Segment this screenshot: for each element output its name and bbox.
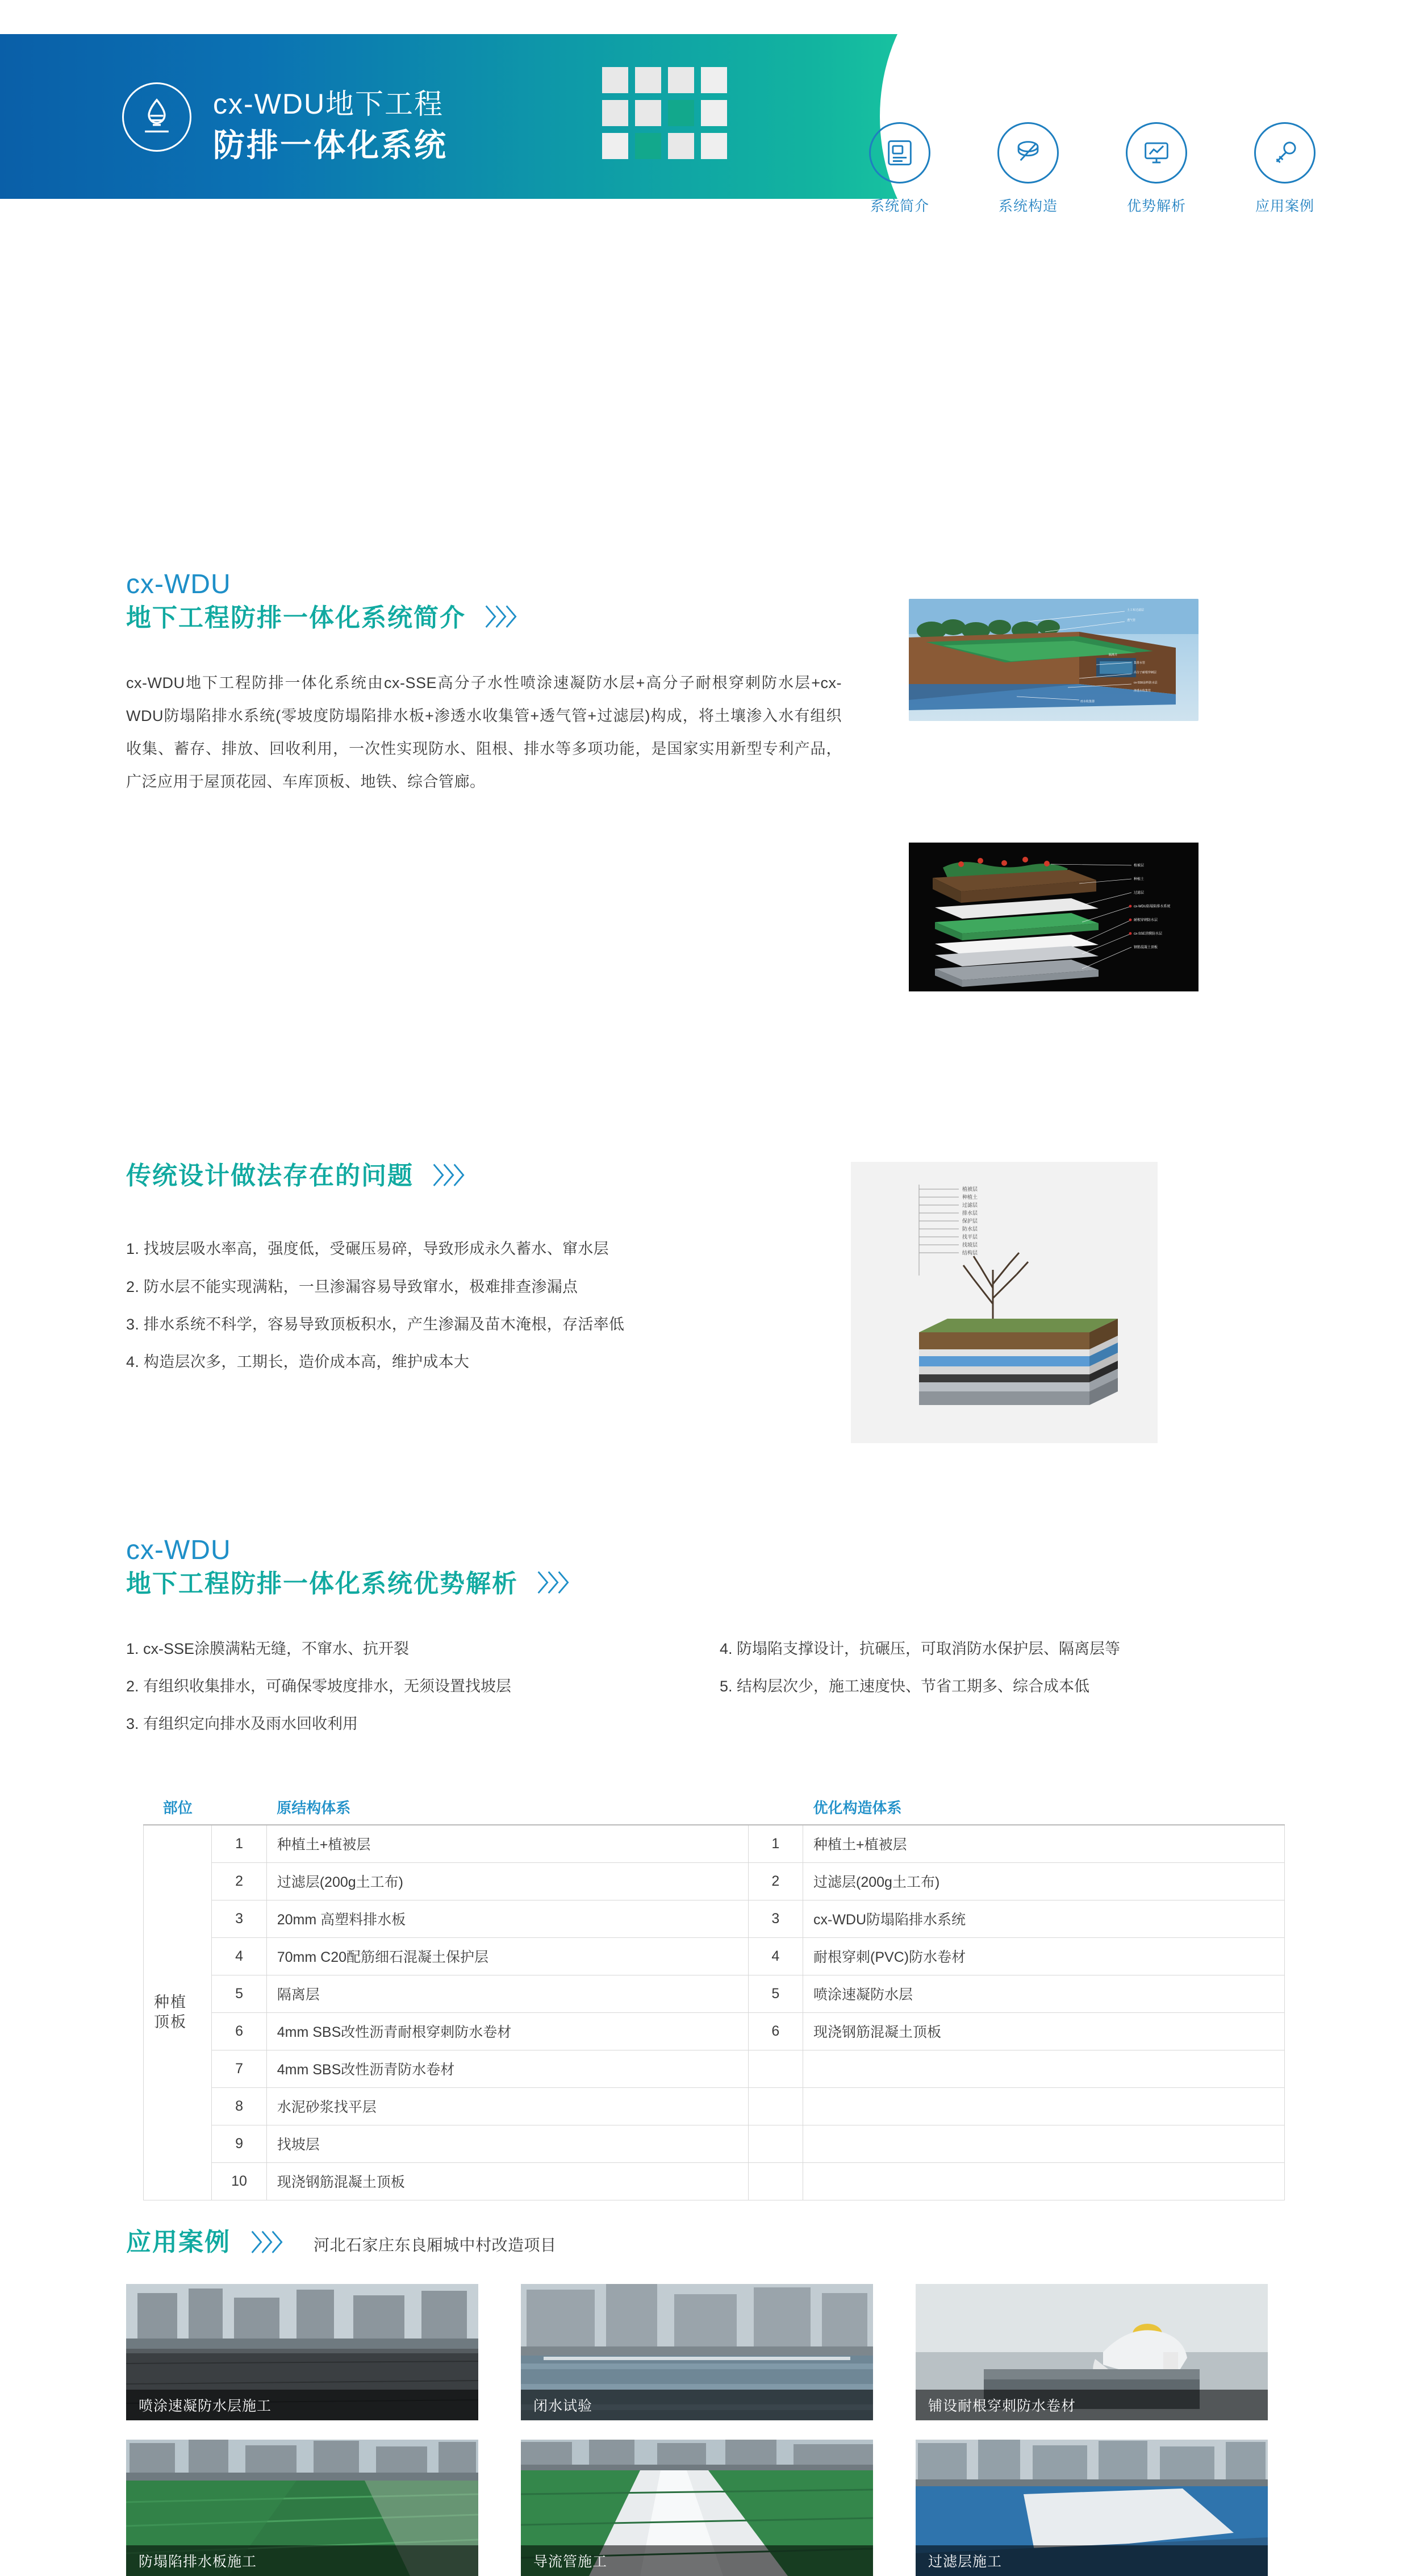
- header-nav[interactable]: [857, 122, 1327, 215]
- section-advantage-title-cn-row: [126, 1567, 1313, 1600]
- advantage-item: 2. 有组织收集排水，可确保零坡度排水，无须设置找坡层: [126, 1678, 512, 1695]
- new-text: cx-WDU防塌陷排水系统: [803, 1900, 1285, 1937]
- case-caption-1: 喷涂速凝防水层施工: [126, 2390, 478, 2420]
- case-photo-5: [521, 2440, 873, 2576]
- advantage-item: 4. 防塌陷支撑设计，抗碾压，可取消防水保护层、隔离层等: [720, 1640, 1121, 1657]
- svg-text:排水层: 排水层: [962, 1210, 978, 1216]
- svg-text:种植土: 种植土: [962, 1194, 978, 1200]
- problem-item: 4. 构造层次多，工期长，造价成本高，维护成本大: [126, 1353, 470, 1370]
- svg-text:种植土: 种植土: [1134, 878, 1145, 881]
- case-caption-5: 导流管施工: [521, 2545, 873, 2576]
- old-text: 种植土+植被层: [266, 1825, 748, 1862]
- table-row: [144, 1862, 1285, 1900]
- cases-header: [126, 2221, 1313, 2258]
- old-no: 6: [212, 2012, 266, 2050]
- header-title-group: [213, 86, 448, 165]
- section-intro-title-cn: 地下工程防排一体化系统简介: [126, 603, 466, 632]
- old-no: 8: [212, 2087, 266, 2125]
- new-text: 喷涂速凝防水层: [803, 1975, 1285, 2012]
- layers-structure-icon: [997, 122, 1059, 184]
- intro-diagram-layers: [909, 843, 1199, 991]
- table-row: [144, 2087, 1285, 2125]
- old-no: 1: [212, 1825, 266, 1862]
- svg-text:土工布过滤层: 土工布过滤层: [1127, 608, 1145, 612]
- new-no: 4: [748, 1937, 803, 1975]
- old-text: 水泥砂浆找平层: [266, 2087, 748, 2125]
- new-text: 耐根穿刺(PVC)防水卷材: [803, 1937, 1285, 1975]
- case-photo-6: [916, 2440, 1268, 2576]
- section-problems-title-row: [126, 1159, 819, 1193]
- old-no: 2: [212, 1862, 266, 1900]
- svg-text:防水层: 防水层: [962, 1226, 978, 1232]
- table-head: [144, 1790, 1285, 1825]
- new-text: 种植土+植被层: [803, 1825, 1285, 1862]
- section-advantage-title-cn: 地下工程防排一体化系统优势解析: [126, 1569, 518, 1598]
- header-title-cn: 防排一体化系统: [213, 127, 448, 163]
- section-cases: [126, 2221, 1313, 2258]
- table-row: [144, 1975, 1285, 2012]
- new-text: [803, 2125, 1285, 2162]
- case-photo-1: [126, 2284, 478, 2420]
- page-header: [0, 0, 1424, 239]
- new-no: [748, 2125, 803, 2162]
- problem-item: 3. 排水系统不科学，容易导致顶板积水，产生渗漏及苗木淹根，存活率低: [126, 1315, 625, 1333]
- section-advantage: [126, 1534, 1313, 1743]
- new-text: 过滤层(200g土工布): [803, 1862, 1285, 1900]
- section-intro-body: cx-WDU地下工程防排一体化系统由cx-SSE高分子水性喷涂速凝防水层+高分子耐根穿刺防水层+cx-WDU防塌陷排水系统(零坡度防塌陷排水板+渗透水收集管+透气管+过滤层)构成，将土壤渗入水有组织收集、蓄存、排放、回收利用，一次性实现防水、阻根、排水等多项功能，是国家实用新型专利产品，广泛应用于屋顶花园、车库顶板、地铁、综合管廊。: [126, 674, 842, 791]
- table-part-cell: 种植顶板: [144, 1825, 212, 2200]
- table-body: [144, 1825, 1285, 2200]
- problem-item: 1. 找坡层吸水率高，强度低，受碾压易碎，导致形成永久蓄水、窜水层: [126, 1240, 609, 1258]
- structure-comparison-table: [143, 1790, 1285, 2200]
- th-new-no: [748, 1790, 803, 1825]
- svg-text:钢筋混凝土顶板: 钢筋混凝土顶板: [1134, 946, 1158, 949]
- th-new: 优化构造体系: [803, 1790, 1285, 1825]
- old-no: 5: [212, 1975, 266, 2012]
- svg-text:耐根穿刺防水层: 耐根穿刺防水层: [1134, 919, 1158, 922]
- advantage-columns: [126, 1630, 1313, 1743]
- case-caption-4: 防塌陷排水板施工: [126, 2545, 478, 2576]
- table-row: [144, 1900, 1285, 1937]
- advantage-item: 3. 有组织定向排水及雨水回收利用: [126, 1715, 358, 1733]
- case-photo-2: [521, 2284, 873, 2420]
- new-no: 1: [748, 1825, 803, 1862]
- advantage-item: 5. 结构层次少，施工速度快、节省工期多、综合成本低: [720, 1678, 1090, 1695]
- svg-text:找平层: 找平层: [962, 1234, 978, 1240]
- svg-text:cx-SSE涂料防水层: cx-SSE涂料防水层: [1134, 681, 1158, 685]
- svg-text:植被层: 植被层: [962, 1186, 978, 1192]
- old-text: 找坡层: [266, 2125, 748, 2162]
- old-text: 过滤层(200g土工布): [266, 1862, 748, 1900]
- water-drain-emblem-icon: [122, 82, 191, 152]
- svg-text:植被层: 植被层: [1134, 864, 1145, 868]
- nav-label-intro: 系统简介: [870, 198, 929, 214]
- svg-text:cx-WDU防塌陷排水系统: cx-WDU防塌陷排水系统: [1134, 905, 1171, 908]
- table-row: [144, 2050, 1285, 2087]
- intro-diagram-3d: [909, 599, 1199, 721]
- table-header-row: [144, 1790, 1285, 1825]
- case-photo-4: [126, 2440, 478, 2576]
- table-row: [144, 2125, 1285, 2162]
- page-body: [0, 239, 1424, 2570]
- cases-gallery: [126, 2284, 1302, 2576]
- nav-label-cases: 应用案例: [1255, 198, 1314, 214]
- svg-text:保护层: 保护层: [962, 1218, 978, 1224]
- section-intro: [126, 568, 842, 798]
- problems-section-diagram: [851, 1162, 1158, 1443]
- table-row: [144, 2162, 1285, 2200]
- new-no: 6: [748, 2012, 803, 2050]
- old-no: 9: [212, 2125, 266, 2162]
- th-old-no: [212, 1790, 266, 1825]
- case-caption-2: 闭水试验: [521, 2390, 873, 2420]
- new-text: [803, 2162, 1285, 2200]
- section-advantage-title-en: cx-WDU: [126, 1535, 231, 1565]
- section-intro-title-cn-row: [126, 601, 842, 635]
- old-text: 现浇钢筋混凝土顶板: [266, 2162, 748, 2200]
- section-problems-arrows: 〉〉〉: [433, 1163, 475, 1189]
- section-intro-title: [126, 568, 842, 635]
- new-no: 2: [748, 1862, 803, 1900]
- cases-arrows: 〉〉〉: [251, 2231, 293, 2256]
- new-text: [803, 2087, 1285, 2125]
- advantage-column-right: [720, 1630, 1313, 1743]
- th-part: 部位: [144, 1790, 212, 1825]
- svg-text:隔离井: 隔离井: [1109, 653, 1118, 657]
- new-text: [803, 2050, 1285, 2087]
- new-text: 现浇钢筋混凝土顶板: [803, 2012, 1285, 2050]
- problem-item: 2. 防水层不能实现满粘，一旦渗漏容易导致窜水，极难排查渗漏点: [126, 1278, 578, 1295]
- advantage-column-left: [126, 1630, 720, 1743]
- new-no: [748, 2050, 803, 2087]
- nav-label-advantage: 优势解析: [1126, 198, 1186, 214]
- nav-label-structure: 系统构造: [998, 198, 1058, 214]
- svg-text:结构层: 结构层: [962, 1250, 978, 1256]
- old-no: 7: [212, 2050, 266, 2087]
- svg-text:高分子耐根穿刺层: 高分子耐根穿刺层: [1134, 671, 1157, 674]
- new-no: 3: [748, 1900, 803, 1937]
- section-intro-title-en: cx-WDU: [126, 569, 231, 599]
- th-old: 原结构体系: [266, 1790, 748, 1825]
- nav-item-intro[interactable]: [857, 122, 942, 215]
- svg-text:找坡层: 找坡层: [962, 1242, 978, 1248]
- case-caption-6: 过滤层施工: [916, 2545, 1268, 2576]
- header-title-en: cx-WDU地下工程: [213, 88, 444, 120]
- decorative-square-grid: [602, 67, 772, 186]
- section-problems-title: 传统设计做法存在的问题: [126, 1162, 414, 1190]
- case-caption-3: 铺设耐根穿刺防水卷材: [916, 2390, 1268, 2420]
- svg-text:cx-SSE涂膜防水层: cx-SSE涂膜防水层: [1134, 932, 1163, 936]
- svg-text:雨水收集器: 雨水收集器: [1080, 700, 1095, 703]
- section-problems-list: [126, 1230, 819, 1381]
- advantage-item: 1. cx-SSE涂膜满粘无缝，不窜水、抗开裂: [126, 1640, 410, 1657]
- new-no: [748, 2087, 803, 2125]
- old-text: 20mm 高塑料排水板: [266, 1900, 748, 1937]
- section-advantage-arrows: 〉〉〉: [537, 1571, 579, 1597]
- svg-text:过滤层: 过滤层: [1134, 891, 1145, 895]
- new-no: 5: [748, 1975, 803, 2012]
- svg-text:渗透水收集管: 渗透水收集管: [1134, 689, 1151, 693]
- old-text: 70mm C20配筋细石混凝土保护层: [266, 1937, 748, 1975]
- svg-text:集排水管: 集排水管: [1134, 661, 1146, 665]
- table-row: [144, 1825, 1285, 1862]
- table-row: [144, 2012, 1285, 2050]
- old-text: 隔离层: [266, 1975, 748, 2012]
- section-advantage-title: [126, 1534, 1313, 1600]
- old-text: 4mm SBS改性沥青防水卷材: [266, 2050, 748, 2087]
- cases-title: 应用案例: [126, 2228, 231, 2256]
- nav-item-cases[interactable]: [1242, 122, 1327, 215]
- svg-text:透气管: 透气管: [1127, 619, 1136, 622]
- old-text: 4mm SBS改性沥青耐根穿刺防水卷材: [266, 2012, 748, 2050]
- section-problems: [126, 1159, 819, 1381]
- cases-subtitle: 河北石家庄东良厢城中村改造项目: [314, 2236, 557, 2254]
- table-row: [144, 1937, 1285, 1975]
- old-no: 10: [212, 2162, 266, 2200]
- svg-text:过滤层: 过滤层: [962, 1202, 978, 1208]
- nav-item-advantage[interactable]: [1114, 122, 1199, 215]
- monitor-analysis-icon: [1126, 122, 1187, 184]
- document-intro-icon: [869, 122, 930, 184]
- old-no: 4: [212, 1937, 266, 1975]
- nav-item-structure[interactable]: [985, 122, 1071, 215]
- old-no: 3: [212, 1900, 266, 1937]
- new-no: [748, 2162, 803, 2200]
- key-case-icon: [1254, 122, 1316, 184]
- case-photo-3: [916, 2284, 1268, 2420]
- section-intro-arrows: 〉〉〉: [485, 605, 527, 631]
